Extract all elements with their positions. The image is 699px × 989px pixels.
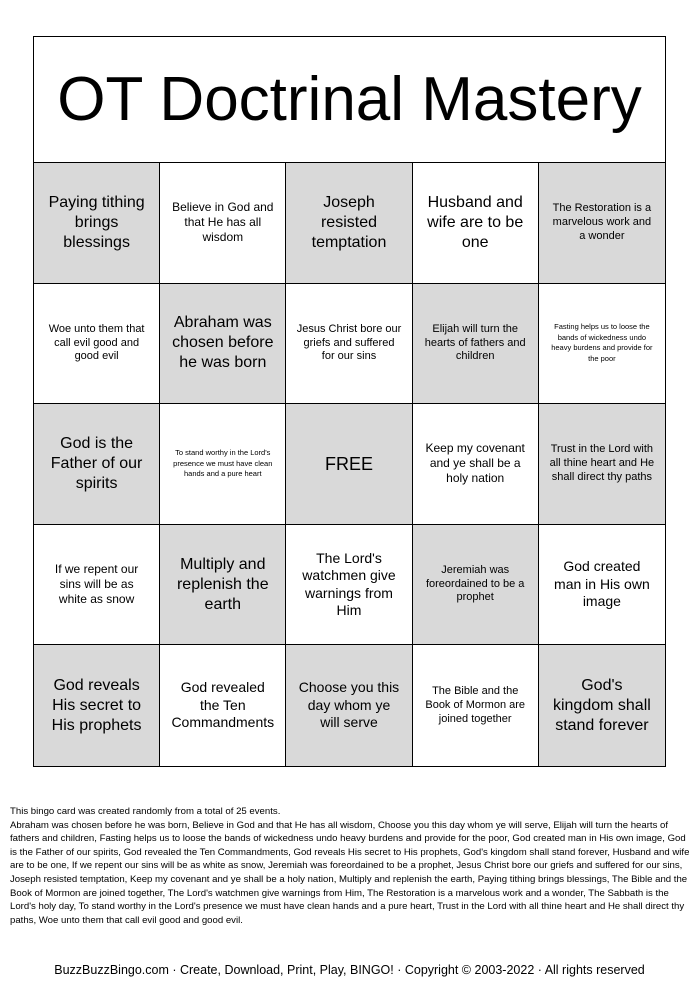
event-list-note xyxy=(10,805,690,927)
bingo-cell: Fasting helps us to loose the bands of wickedness undo heavy burdens and provide for the poor xyxy=(539,284,665,405)
bingo-cell: Believe in God and that He has all wisdom xyxy=(160,163,286,284)
bingo-cell: Keep my covenant and ye shall be a holy nation xyxy=(413,404,539,525)
card-title: OT Doctrinal Mastery xyxy=(34,37,665,163)
bingo-cell: Jesus Christ bore our griefs and suffered for our sins xyxy=(286,284,412,405)
site-credit: BuzzBuzzBingo.com · Create, Download, Print, Play, BINGO! · Copyright © 2003-2022 · All rights reserved xyxy=(54,963,645,977)
bingo-cell: The Lord's watchmen give warnings from Him xyxy=(286,525,412,646)
bingo-cell: To stand worthy in the Lord's presence we must have clean hands and a pure heart xyxy=(160,404,286,525)
bingo-cell: Jeremiah was foreordained to be a prophet xyxy=(413,525,539,646)
bingo-cell: Elijah will turn the hearts of fathers and children xyxy=(413,284,539,405)
free-space: FREE xyxy=(286,404,412,525)
bingo-cell: Multiply and replenish the earth xyxy=(160,525,286,646)
event-count-text: This bingo card was created randomly from a total of 25 events. xyxy=(10,806,281,817)
bingo-cell: God reveals His secret to His prophets xyxy=(34,645,160,766)
bingo-cell: Abraham was chosen before he was born xyxy=(160,284,286,405)
bingo-cell: God is the Father of our spirits xyxy=(34,404,160,525)
bingo-cell: The Bible and the Book of Mormon are joined together xyxy=(413,645,539,766)
bingo-cell: God created man in His own image xyxy=(539,525,665,646)
bingo-cell: Choose you this day whom ye will serve xyxy=(286,645,412,766)
bingo-cell: If we repent our sins will be as white as snow xyxy=(34,525,160,646)
bingo-cell: God's kingdom shall stand forever xyxy=(539,645,665,766)
bingo-cell: Paying tithing brings blessings xyxy=(34,163,160,284)
bingo-cell: Joseph resisted temptation xyxy=(286,163,412,284)
bingo-cell: Trust in the Lord with all thine heart and He shall direct thy paths xyxy=(539,404,665,525)
event-list-text: Abraham was chosen before he was born, Believe in God and that He has all wisdom, Choose you this day whom ye will serve, Elijah will turn the hearts of fathers and children, Fasting helps us to loose the bands of wickedness undo heavy burdens and provide for the poor, God created man in His own image, God is the Father of our spirits, God revealed the Ten Commandments, God reveals His secret to His prophets, God's kingdom shall stand forever, Husband and wife are to be one, If we repent our sins will be as white as snow, Jeremiah was foreordained to be a prophet, Jesus Christ bore our griefs and suffered for our sins, Joseph resisted temptation, Keep my covenant and ye shall be a holy nation, Multiply and replenish the earth, Paying tithing brings blessings, The Bible and the Book of Mormon are joined together, The Lord's watchmen give warnings from Him, The Restoration is a marvelous work and a wonder, The Sabbath is the Lord's holy day, To stand worthy in the Lord's presence we must have clean hands and a pure heart, Trust in the Lord with all thine heart and He shall direct thy paths, Woe unto them that call evil good and good evil. xyxy=(10,819,690,926)
bingo-cell: Woe unto them that call evil good and good evil xyxy=(34,284,160,405)
bingo-cell: The Restoration is a marvelous work and a wonder xyxy=(539,163,665,284)
bingo-cell: God revealed the Ten Commandments xyxy=(160,645,286,766)
bingo-card xyxy=(33,36,666,767)
bingo-cell: Husband and wife are to be one xyxy=(413,163,539,284)
bingo-grid xyxy=(34,163,665,766)
